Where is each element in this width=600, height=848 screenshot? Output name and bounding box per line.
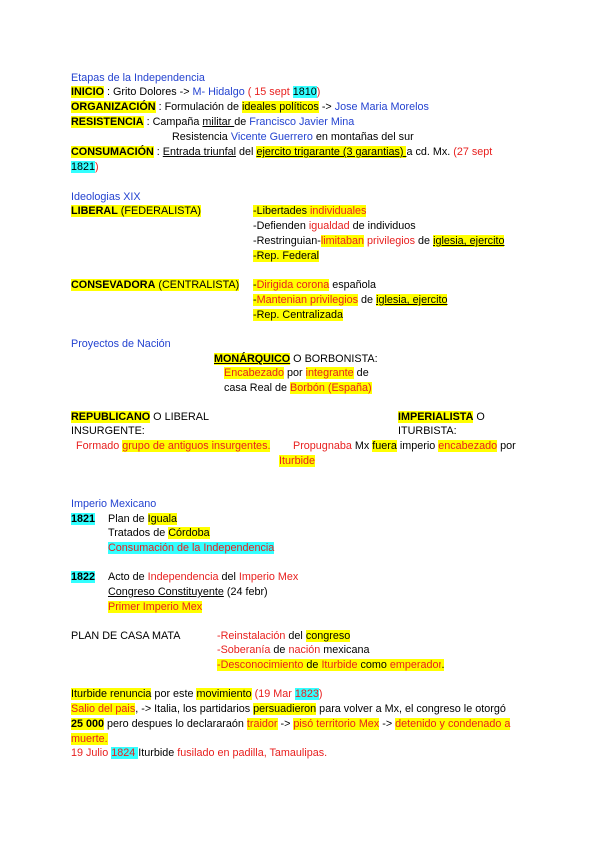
conservadora-item-2: -Mantenian privilegios de iglesia, ejercito [253, 294, 448, 306]
year-1821: 1821 [71, 513, 96, 525]
liberal-item-3: -Restringuian-limitaban privilegios de iglesia, ejercito [253, 235, 505, 247]
imperialista-line-2: ITURBISTA: [398, 425, 457, 437]
monarquico-line-1: MONÁRQUICO O BORBONISTA: [214, 353, 378, 365]
y1821-line-3: Consumación de la Independencia [108, 542, 275, 554]
monarquico-line-2: Encabezado por integrante de [224, 367, 369, 379]
imperialista-line-1: IMPERIALISTA O [398, 411, 485, 423]
consumacion-line: CONSUMACIÓN : Entrada triunfal del ejercito trigarante (3 garantias) a cd. Mx. (27 sept [71, 146, 493, 158]
consumacion-line-2: 1821) [71, 161, 99, 173]
organizacion-line: ORGANIZACIÓN : Formulación de ideales políticos -> Jose Maria Morelos [71, 101, 429, 113]
republicano-line-3: Formado grupo de antiguos insurgentes. [76, 440, 271, 452]
republicano-line-1: REPUBLICANO O LIBERAL [71, 411, 209, 423]
etapas-heading: Etapas de la Independencia [71, 72, 205, 84]
casamata-item-2: -Soberanía de nación mexicana [217, 644, 370, 656]
y1821-line-2: Tratados de Córdoba [108, 527, 210, 539]
final-line-4: muerte. [71, 733, 108, 745]
casamata-label: PLAN DE CASA MATA [71, 630, 181, 642]
liberal-label: LIBERAL (FEDERALISTA) [71, 205, 201, 217]
imperio-heading: Imperio Mexicano [71, 498, 157, 510]
inicio-label: INICIO [71, 86, 104, 98]
proyectos-heading: Proyectos de Nación [71, 338, 171, 350]
ideologias-heading: Ideologias XIX [71, 191, 141, 203]
conservadora-label: CONSEVADORA (CENTRALISTA) [71, 279, 240, 291]
y1822-line-3: Primer Imperio Mex [108, 601, 203, 613]
republicano-line-2: INSURGENTE: [71, 425, 145, 437]
imperialista-line-4: Iturbide [279, 455, 316, 467]
casamata-item-1: -Reinstalación del congreso [217, 630, 351, 642]
y1821-line-1: Plan de Iguala [108, 513, 178, 525]
inicio-line: INICIO : Grito Dolores -> M- Hidalgo ( 15 sept 1810) [71, 86, 321, 98]
final-line-1: Iturbide renuncia por este movimiento (19 Mar 1823) [71, 688, 323, 700]
casamata-item-3: -Desconocimiento de Iturbide como emperador. [217, 659, 445, 671]
final-line-3: 25 000 pero despues lo declararaón traidor -> pisó territorio Mex -> detenido y condenado a [71, 718, 511, 730]
imperialista-line-3: Propugnaba Mx fuera imperio encabezado por [293, 440, 516, 452]
conservadora-item-3: -Rep. Centralizada [253, 309, 344, 321]
resistencia-line: RESISTENCIA : Campaña militar de Francisco Javier Mina [71, 116, 355, 128]
liberal-item-1: -Libertades individuales [253, 205, 367, 217]
conservadora-item-1: -Dirigida corona española [253, 279, 377, 291]
liberal-item-4: -Rep. Federal [253, 250, 320, 262]
resistencia-line-2: Resistencia Vicente Guerrero en montañas del sur [172, 131, 414, 143]
final-line-5: 19 Julio 1824 Iturbide fusilado en padilla, Tamaulipas. [71, 747, 328, 759]
monarquico-line-3: casa Real de Borbón (España) [224, 382, 372, 394]
liberal-item-2: -Defienden igualdad de individuos [253, 220, 416, 232]
final-line-2: Salio del pais, -> Italia, los partidarios persuadieron para volver a Mx, el congreso le otorgó [71, 703, 506, 715]
y1822-line-1: Acto de Independencia del Imperio Mex [108, 571, 299, 583]
y1822-line-2: Congreso Constituyente (24 febr) [108, 586, 268, 598]
year-1822: 1822 [71, 571, 96, 583]
